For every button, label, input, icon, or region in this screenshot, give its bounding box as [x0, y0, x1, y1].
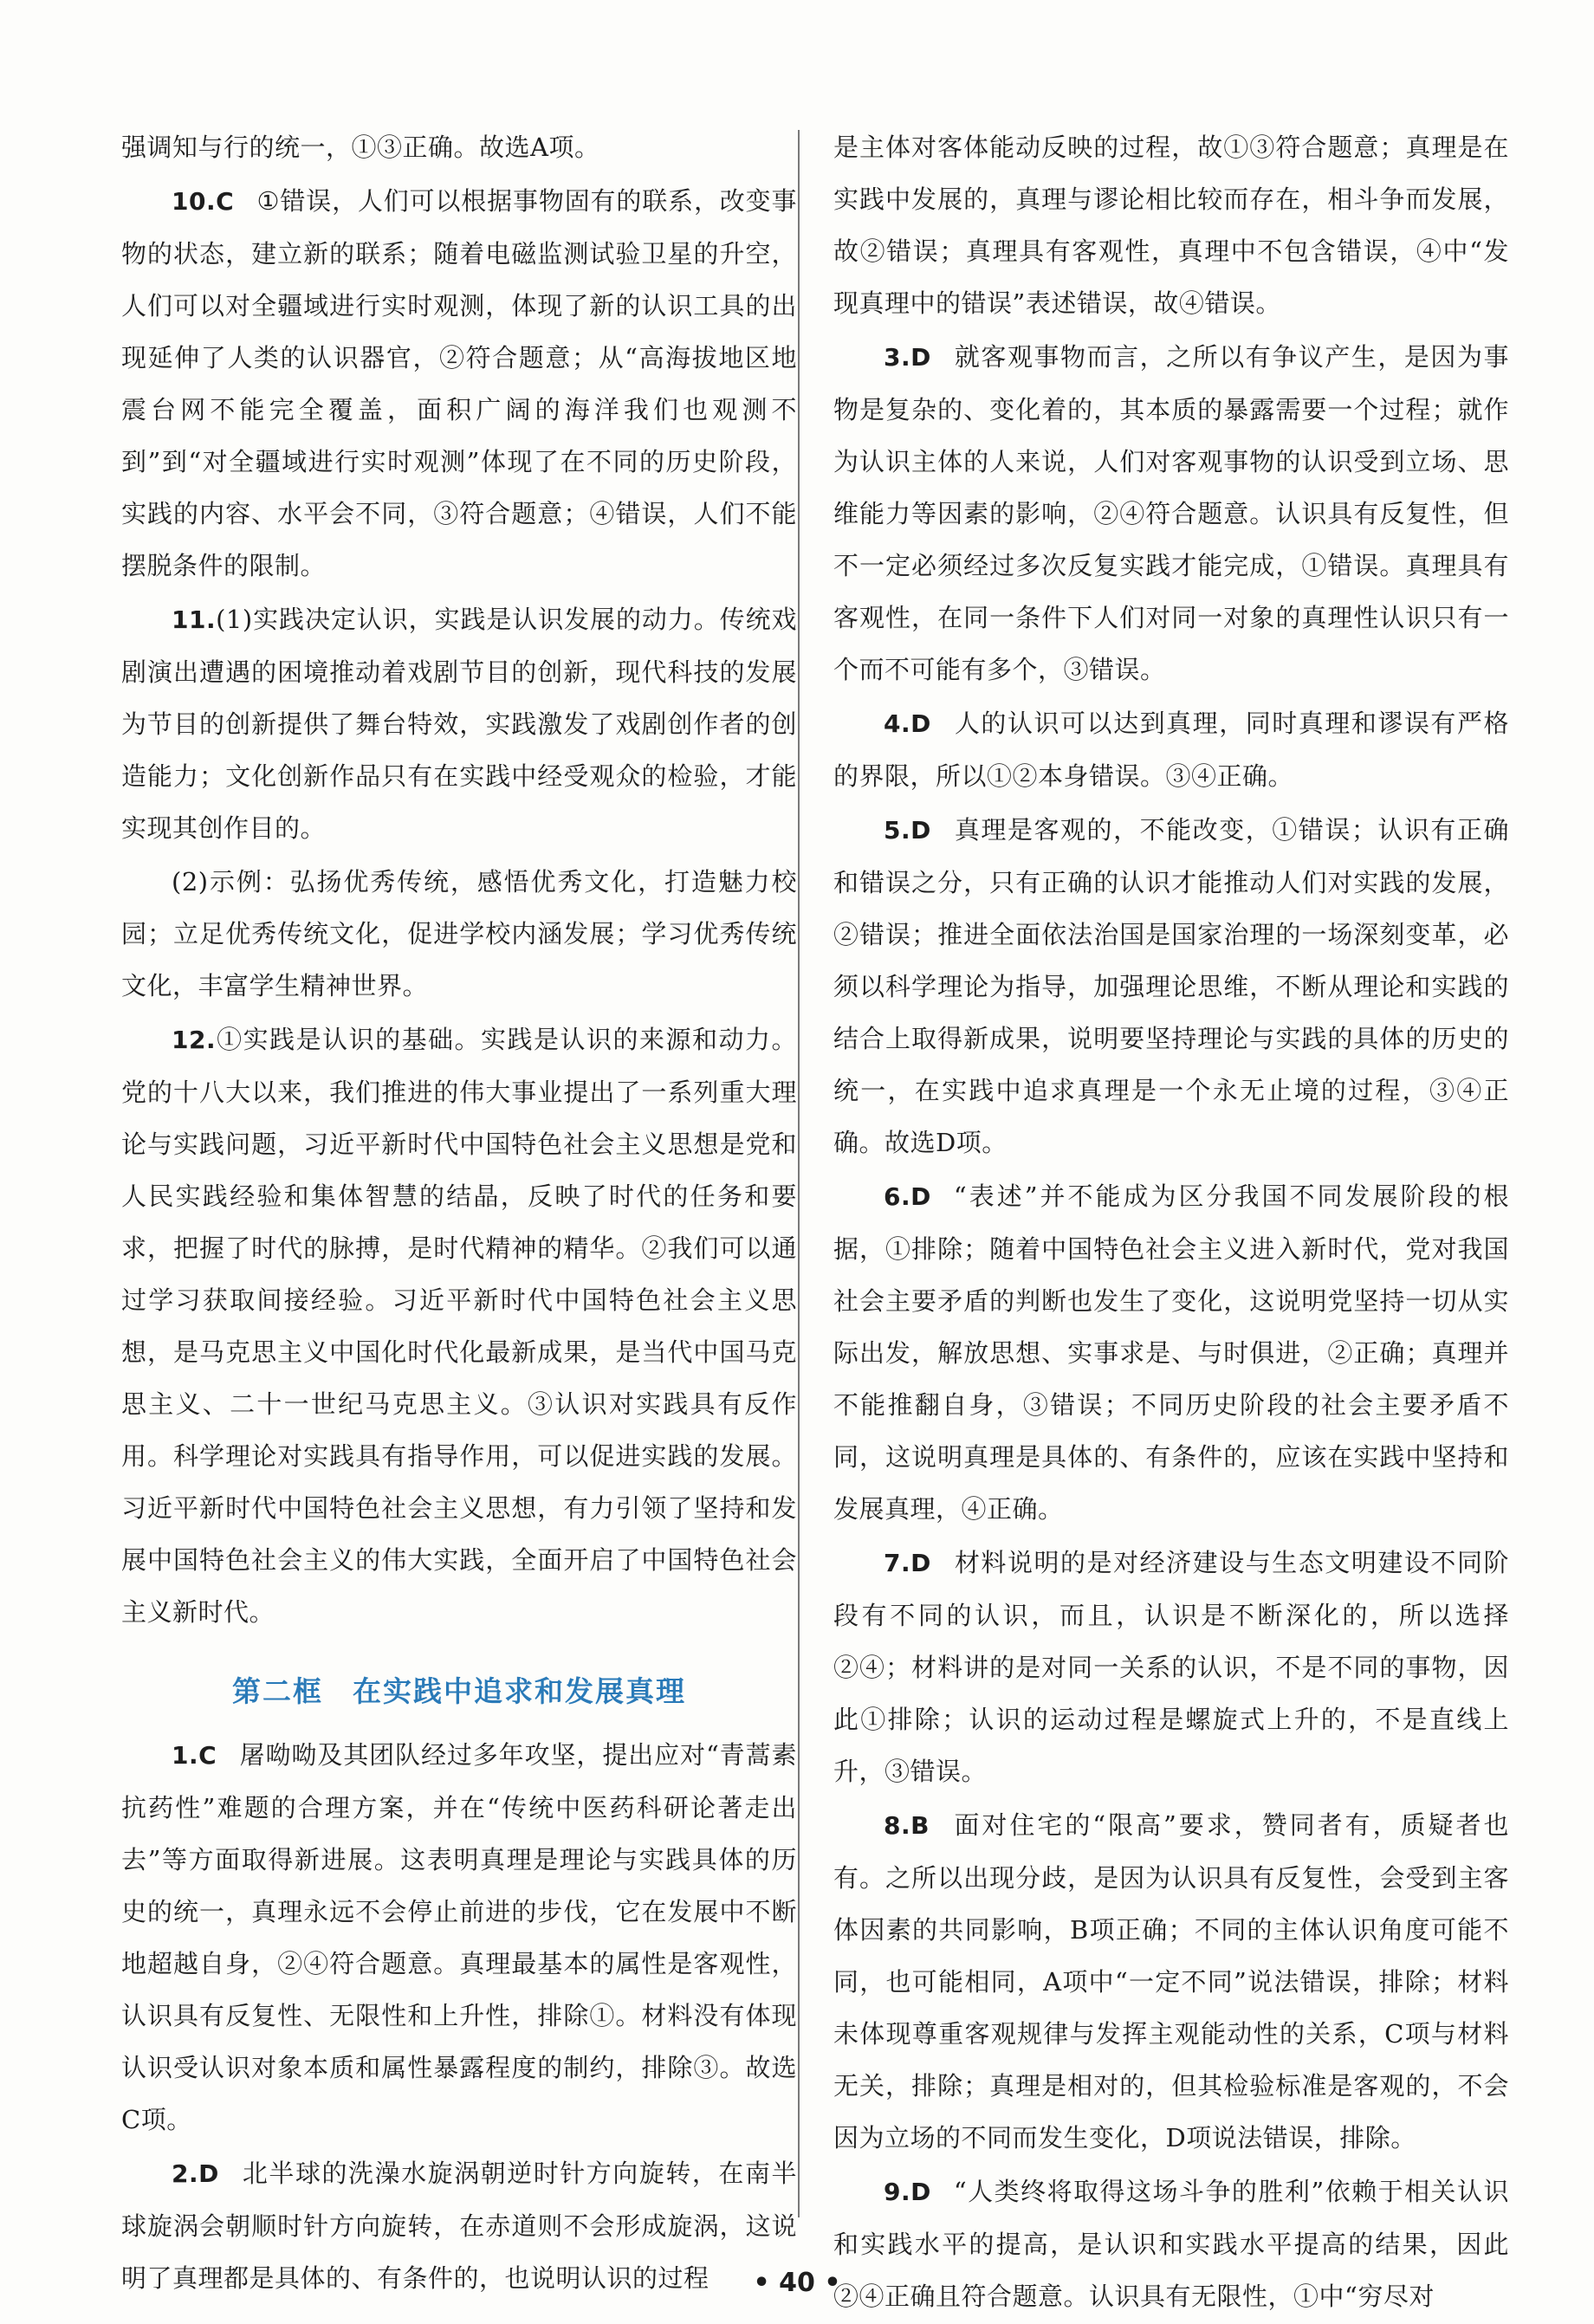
question-number: 2. — [172, 2159, 199, 2188]
right-column — [833, 121, 1509, 2324]
answer-text: “人类终将取得这场斗争的胜利”依赖于相关认识和实践水平的提高，是认识和实践水平提高的结果，因此②④正确且符合题意。认识具有无限性，①中“穷尽对 — [833, 2177, 1509, 2311]
answer-11-part1 — [121, 593, 797, 854]
answer-text: 北半球的洗澡水旋涡朝逆时针方向旋转，在南半球旋涡会朝顺时针方向旋转，在赤道则不会形成旋涡，这说明了真理都是具体的、有条件的，也说明认识的过程 — [121, 2159, 797, 2293]
answer-s7 — [833, 1537, 1509, 1797]
answer-s3 — [833, 331, 1509, 696]
question-number: 11. — [172, 605, 217, 634]
question-number: 10. — [172, 187, 217, 216]
answer-letter: C — [198, 1741, 217, 1770]
page-number-value: 40 — [779, 2268, 815, 2298]
answer-text: “表述”并不能成为区分我国不同发展阶段的根据，①排除；随着中国特色社会主义进入新时代，党对我国社会主要矛盾的判断也发生了变化，这说明党坚持一切从实际出发，解放思想、实事求是、与时俱进，②正确；真理并不能推翻自身，③错误；不同历史阶段的社会主要矛盾不同，这说明真理是具体的、有条件的，应该在实践中坚持和发展真理，④正确。 — [833, 1181, 1509, 1524]
answer-text: 屠呦呦及其团队经过多年攻坚，提出应对“青蒿素抗药性”难题的合理方案，并在“传统中医药科研论著走出去”等方面取得新进展。这表明真理是理论与实践具体的历史的统一，真理永远不会停止前进的步伐，它在发展中不断地超越自身，②④符合题意。真理最基本的属性是客观性，认识具有反复性、无限性和上升性，排除①。材料没有体现认识受认识对象本质和属性暴露程度的制约，排除③。故选C项。 — [121, 1740, 797, 2134]
answer-s8 — [833, 1799, 1509, 2164]
answer-letter: D — [910, 1549, 931, 1577]
answer-letter: D — [198, 2159, 219, 2188]
answer-text: 就客观事物而言，之所以有争议产生，是因为事物是复杂的、变化着的，其本质的暴露需要一个过程；就作为认识主体的人来说，人们对客观事物的认识受到立场、思维能力等因素的影响，②④符合题意。认识具有反复性，但不一定必须经过多次反复实践才能完成，①错误。真理具有客观性，在同一条件下人们对同一对象的真理性认识只有一个而不可能有多个，③错误。 — [833, 342, 1509, 684]
paragraph-text: 强调知与行的统一，①③正确。故选A项。 — [121, 133, 600, 162]
answer-s1 — [121, 1729, 797, 2146]
left-column — [121, 121, 797, 2306]
answer-letter: B — [910, 1811, 930, 1840]
question-number: 3. — [884, 343, 911, 372]
section-label: 第二框 — [232, 1674, 323, 1708]
answer-s5 — [833, 804, 1509, 1168]
answer-letter: D — [910, 2178, 931, 2206]
answer-12 — [121, 1013, 797, 1638]
answer-letter: C — [216, 187, 235, 216]
answer-letter: D — [910, 1182, 931, 1211]
answer-11-part2 — [121, 856, 797, 1012]
question-number: 7. — [884, 1549, 911, 1577]
section-heading — [121, 1669, 797, 1710]
answer-text: 面对住宅的“限高”要求，赞同者有，质疑者也有。之所以出现分歧，是因为认识具有反复性，会受到主客体因素的共同影响，B项正确；不同的主体认识角度可能不同，也可能相同，A项中“一定不同”说法错误，排除；材料未体现尊重客观规律与发挥主观能动性的关系，C项与材料无关，排除；真理是相对的，但其检验标准是客观的，不会因为立场的不同而发生变化，D项说法错误，排除。 — [833, 1810, 1509, 2152]
question-number: 6. — [884, 1182, 911, 1211]
answer-letter: D — [910, 816, 931, 845]
answer-letter: D — [910, 343, 931, 372]
question-number: 4. — [884, 709, 911, 738]
answer-s4 — [833, 697, 1509, 802]
question-number: 12. — [172, 1026, 217, 1054]
question-number: 8. — [884, 1811, 911, 1840]
section-title-text: 在实践中追求和发展真理 — [353, 1674, 686, 1708]
page-number: • 40 • — [753, 2268, 841, 2298]
answer-text: 材料说明的是对经济建设与生态文明建设不同阶段有不同的认识，而且，认识是不断深化的，所以选择②④；材料讲的是对同一关系的认识，不是不同的事物，因此①排除；认识的运动过程是螺旋式上升的，不是直线上升，③错误。 — [833, 1548, 1509, 1786]
answer-s9 — [833, 2165, 1509, 2322]
question-number: 1. — [172, 1741, 199, 1770]
answer-text: ①错误，人们可以根据事物固有的联系，改变事物的状态，建立新的联系；随着电磁监测试验卫星的升空，人们可以对全疆域进行实时观测，体现了新的认识工具的出现延伸了人类的认识器官，②符合题意；从“高海拔地区地震台网不能完全覆盖，面积广阔的海洋我们也观测不到”到“对全疆域进行实时观测”体现了在不同的历史阶段，实践的内容、水平会不同，③符合题意；④错误，人们不能摆脱条件的限制。 — [121, 186, 797, 580]
question-number: 9. — [884, 2178, 911, 2206]
answer-text: (2)示例：弘扬优秀传统，感悟优秀文化，打造魅力校园；立足优秀传统文化，促进学校内涵发展；学习优秀传统文化，丰富学生精神世界。 — [121, 867, 797, 1000]
answer-text: 真理是客观的，不能改变，①错误；认识有正确和错误之分，只有正确的认识才能推动人们对实践的发展，②错误；推进全面依法治国是国家治理的一场深刻变革，必须以科学理论为指导，加强理论思维，不断从理论和实践的结合上取得新成果，说明要坚持理论与实践的具体的历史的统一，在实践中追求真理是一个永无止境的过程，③④正确。故选D项。 — [833, 815, 1509, 1157]
answer-letter: D — [910, 709, 931, 738]
answer-text: 人的认识可以达到真理，同时真理和谬误有严格的界限，所以①②本身错误。③④正确。 — [833, 709, 1509, 791]
answer-s6 — [833, 1170, 1509, 1535]
question-number: 5. — [884, 816, 911, 845]
answer-s2-continued — [833, 121, 1509, 329]
column-divider — [798, 130, 800, 2217]
answer-text: ①实践是认识的基础。实践是认识的来源和动力。党的十八大以来，我们推进的伟大事业提出了一系列重大理论与实践问题，习近平新时代中国特色社会主义思想是党和人民实践经验和集体智慧的结晶，反映了时代的任务和要求，把握了时代的脉搏，是时代精神的精华。②我们可以通过学习获取间接经验。习近平新时代中国特色社会主义思想，是马克思主义中国化时代化最新成果，是当代中国马克思主义、二十一世纪马克思主义。③认识对实践具有反作用。科学理论对实践具有指导作用，可以促进实践的发展。习近平新时代中国特色社会主义思想，有力引领了坚持和发展中国特色社会主义的伟大实践，全面开启了中国特色社会主义新时代。 — [121, 1025, 797, 1627]
answer-text: (1)实践决定认识，实践是认识发展的动力。传统戏剧演出遭遇的困境推动着戏剧节目的创新，现代科技的发展为节目的创新提供了舞台特效，实践激发了戏剧创作者的创造能力；文化创新作品只有在实践中经受观众的检验，才能实现其创作目的。 — [121, 605, 797, 843]
paragraph-continuation — [121, 121, 797, 173]
answer-text: 是主体对客体能动反映的过程，故①③符合题意；真理是在实践中发展的，真理与谬论相比较而存在，相斗争而发展，故②错误；真理具有客观性，真理中不包含错误，④中“发现真理中的错误”表述错误，故④错误。 — [833, 133, 1509, 318]
answer-10 — [121, 175, 797, 592]
